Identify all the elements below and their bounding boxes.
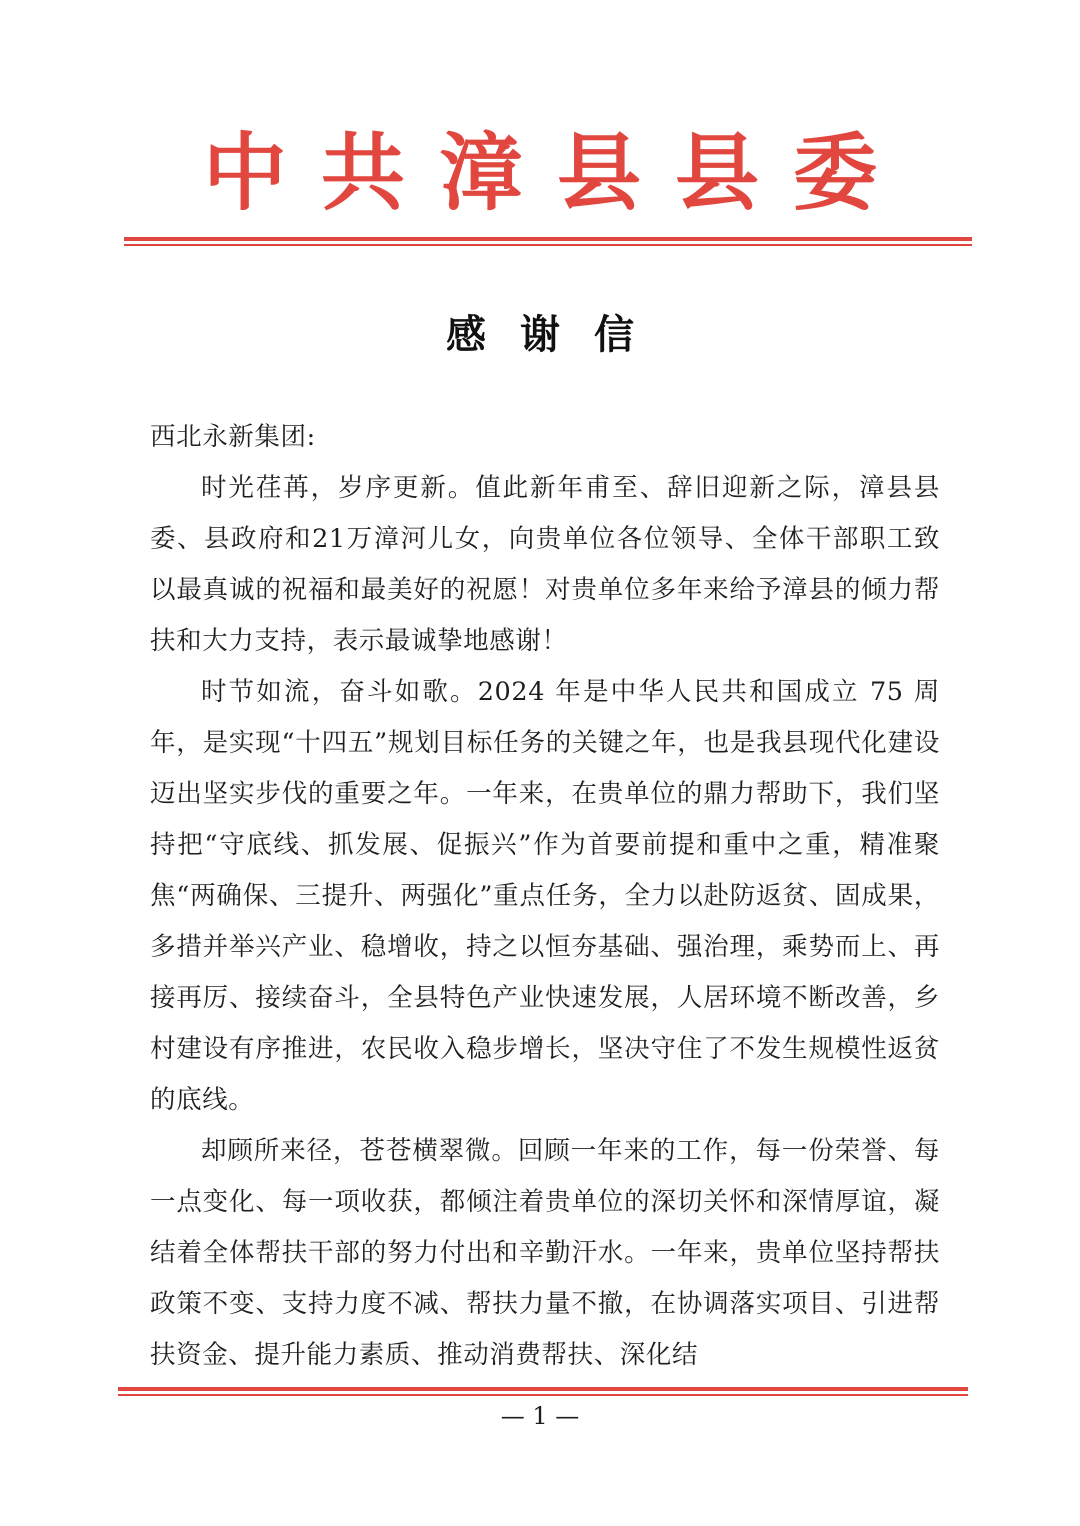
masthead-red-rule: [124, 237, 972, 247]
red-rule-thin-line: [118, 1394, 968, 1396]
letter-title: 感谢信: [446, 311, 668, 358]
paragraph-3: 却顾所来径，苍苍横翠微。回顾一年来的工作，每一份荣誉、每一点变化、每一项收获，都倾注着贵单位的深切关怀和深情厚谊，凝结着全体帮扶干部的努力付出和辛勤汗水。一年来，贵单位坚持帮扶政策不变、支持力度不减、帮扶力量不撤，在协调落实项目、引进帮扶资金、提升能力素质、推动消费帮扶、深化结: [150, 1136, 940, 1370]
letter-body: [150, 412, 940, 1381]
masthead: [0, 118, 1080, 228]
red-rule-thick-line: [118, 1387, 968, 1391]
footer-red-rule: [118, 1387, 968, 1397]
paragraph-1: 时光荏苒，岁序更新。值此新年甫至、辞旧迎新之际，漳县县委、县政府和21万漳河儿女，向贵单位各位领导、全体干部职工致以最真诚的祝福和最美好的祝愿！对贵单位多年来给予漳县的倾力帮扶和大力支持，表示最诚挚地感谢！: [150, 473, 940, 656]
page-number: — 1 —: [500, 1402, 580, 1430]
red-rule-thin-line: [124, 244, 972, 246]
salutation: 西北永新集团:: [150, 422, 316, 452]
red-rule-thick-line: [124, 237, 972, 241]
masthead-title: 中共漳县县委: [202, 124, 911, 222]
paragraph-2: 时节如流，奋斗如歌。2024 年是中华人民共和国成立 75 周年，是实现“十四五”规划目标任务的关键之年，也是我县现代化建设迈出坚实步伐的重要之年。一年来，在贵单位的鼎力帮助下，我们坚持把“守底线、抓发展、促振兴”作为首要前提和重中之重，精准聚焦“两确保、三提升、两强化”重点任务，全力以赴防返贫、固成果，多措并举兴产业、稳增收，持之以恒夯基础、强治理，乘势而上、再接再厉、接续奋斗，全县特色产业快速发展，人居环境不断改善，乡村建设有序推进，农民收入稳步增长，坚决守住了不发生规模性返贫的底线。: [150, 677, 940, 1115]
